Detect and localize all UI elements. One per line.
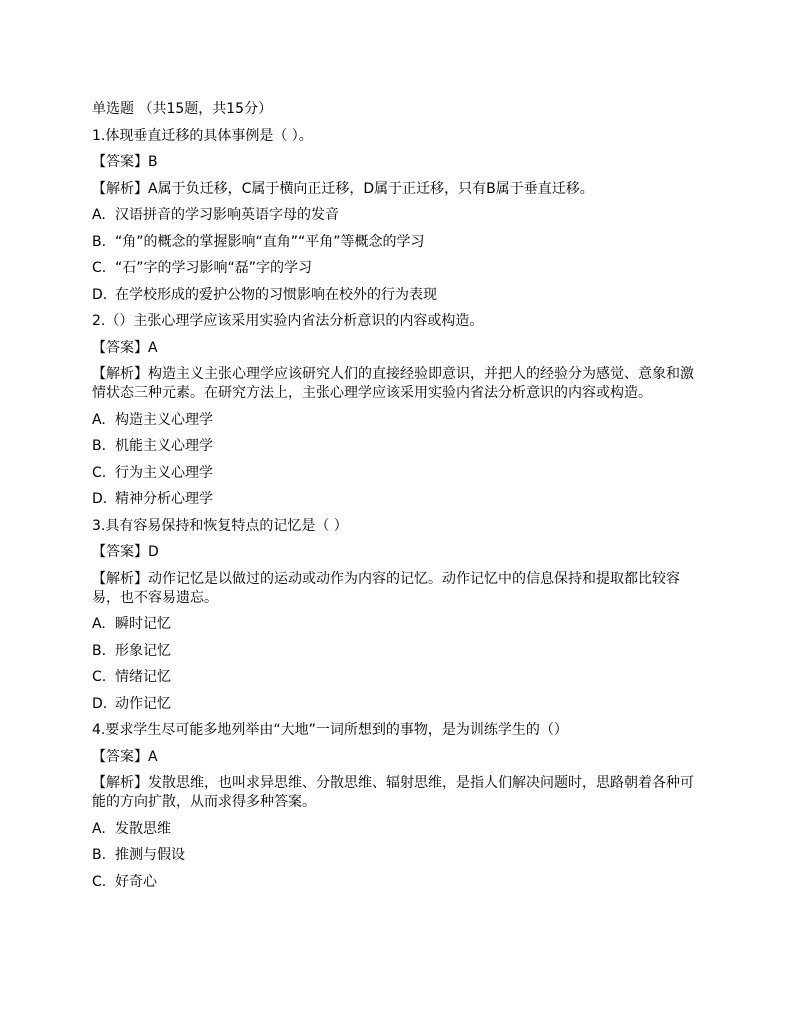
option-text: “角”的概念的掌握影响“直角”“平角”等概念的学习	[115, 233, 425, 250]
option-b	[92, 437, 704, 456]
document-page	[92, 100, 704, 899]
answer-tag: 【答案】	[92, 544, 148, 560]
option-c	[92, 668, 704, 687]
analysis-text: A属于负迁移，C属于横向正迁移，D属于正迁移，只有B属于垂直迁移。	[148, 180, 594, 197]
question-stem: 4.要求学生尽可能多地列举由“大地”一词所想到的事物，是为训练学生的（）	[92, 722, 568, 738]
option-text: 构造主义心理学	[115, 411, 213, 428]
option-text: 好奇心	[115, 873, 157, 890]
option-letter: A.	[92, 820, 106, 837]
option-c	[92, 464, 704, 483]
option-text: 发散思维	[115, 820, 171, 837]
answer-line	[92, 153, 704, 172]
option-letter: D.	[92, 286, 108, 303]
option-letter: C.	[92, 873, 107, 890]
option-letter: B.	[92, 438, 107, 454]
option-text: 推测与假设	[115, 847, 185, 863]
analysis-tag: 【解析】	[92, 180, 148, 197]
option-a	[92, 820, 704, 839]
option-d	[92, 695, 704, 714]
answer-value: A	[148, 339, 158, 356]
analysis-text: 发散思维，也叫求异思维、分散思维、辐射思维，是指人们解决问题时，思路朝着各种可能的方向扩散，从而求得多种答案。	[92, 775, 694, 810]
option-letter: B.	[92, 233, 107, 250]
answer-value: D	[148, 544, 159, 560]
analysis-tag: 【解析】	[92, 366, 148, 382]
section-header: 单选题 （共15题，共15分）	[92, 101, 273, 117]
option-letter: C.	[92, 260, 107, 276]
analysis-line	[92, 180, 704, 199]
option-c	[92, 873, 704, 892]
question-stem: 3.具有容易保持和恢复特点的记忆是（ ）	[92, 517, 348, 534]
analysis-tag: 【解析】	[92, 570, 148, 587]
option-d	[92, 286, 704, 305]
analysis-text: 动作记忆是以做过的运动或动作为内容的记忆。动作记忆中的信息保持和提取都比较容易，也不容易遗忘。	[92, 570, 680, 606]
option-letter: C.	[92, 669, 107, 685]
answer-tag: 【答案】	[92, 339, 148, 356]
answer-line	[92, 543, 704, 562]
option-b	[92, 846, 704, 865]
answer-line	[92, 748, 704, 767]
analysis-line	[92, 365, 704, 403]
analysis-line	[92, 570, 704, 608]
answer-tag: 【答案】	[92, 154, 148, 170]
option-text: 在学校形成的爱护公物的习惯影响在校外的行为表现	[115, 286, 437, 303]
question-1	[92, 127, 704, 305]
option-text: “石”字的学习影响“磊”字的学习	[115, 260, 313, 276]
option-text: 动作记忆	[115, 695, 171, 712]
option-letter: D.	[92, 695, 108, 712]
analysis-tag: 【解析】	[92, 775, 148, 791]
question-3	[92, 517, 704, 714]
option-c	[92, 259, 704, 278]
question-stem: 1.体现垂直迁移的具体事例是（ ）。	[92, 127, 313, 144]
option-text: 精神分析心理学	[115, 491, 213, 507]
option-text: 汉语拼音的学习影响英语字母的发音	[115, 207, 339, 223]
answer-value: A	[148, 748, 158, 765]
answer-line	[92, 339, 704, 358]
option-text: 机能主义心理学	[115, 438, 213, 454]
option-b	[92, 642, 704, 661]
option-letter: D.	[92, 491, 108, 507]
answer-tag: 【答案】	[92, 748, 148, 765]
question-2	[92, 312, 704, 509]
option-a	[92, 615, 704, 634]
option-b	[92, 233, 704, 252]
option-d	[92, 490, 704, 509]
answer-value: B	[148, 154, 158, 170]
option-letter: B.	[92, 642, 107, 659]
analysis-text: 构造主义主张心理学应该研究人们的直接经验即意识，并把人的经验分为感觉、意象和激情状态三种元素。在研究方法上，主张心理学应该采用实验内省法分析意识的内容或构造。	[92, 366, 694, 401]
option-letter: A.	[92, 616, 106, 632]
option-a	[92, 206, 704, 225]
option-letter: A.	[92, 411, 106, 428]
question-stem: 2.（）主张心理学应该采用实验内省法分析意识的内容或构造。	[92, 313, 484, 329]
option-letter: A.	[92, 207, 106, 223]
question-4	[92, 721, 704, 892]
option-text: 行为主义心理学	[115, 464, 213, 481]
option-a	[92, 411, 704, 430]
option-text: 形象记忆	[115, 642, 171, 659]
option-letter: B.	[92, 847, 107, 863]
option-letter: C.	[92, 464, 107, 481]
analysis-line	[92, 774, 704, 812]
option-text: 瞬时记忆	[115, 616, 171, 632]
option-text: 情绪记忆	[115, 669, 171, 685]
